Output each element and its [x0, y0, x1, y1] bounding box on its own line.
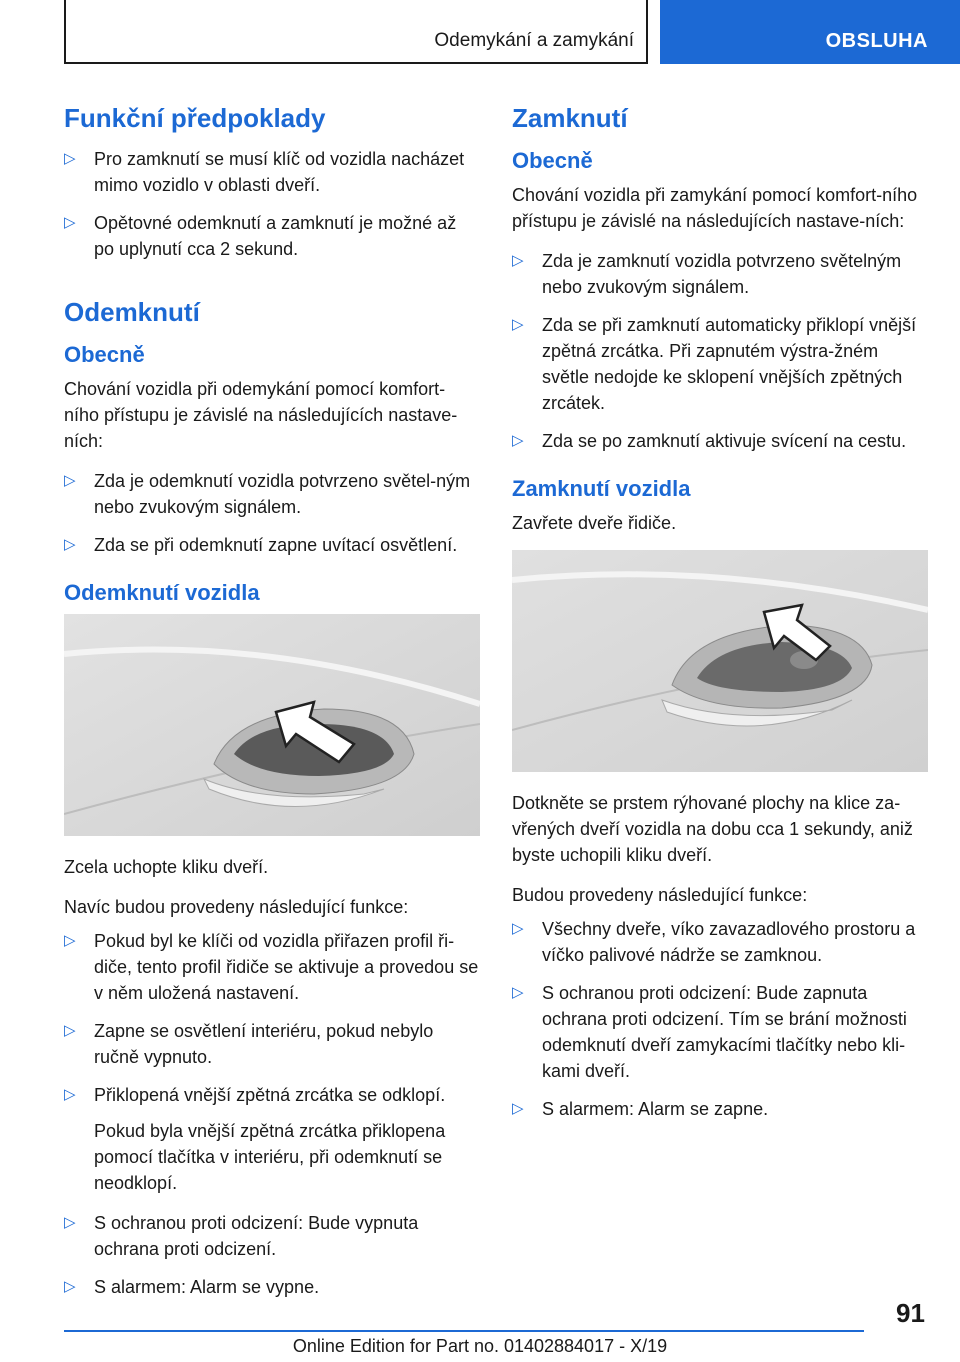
touch-text: Dotkněte se prstem rýhované plochy na klice za-vřených dveří vozidla na dobu cca 1 sekundy, aniž byste uchopili kliku dveří.	[512, 793, 913, 865]
section-title: Odemykání a zamykání	[434, 30, 634, 51]
list-item: ▷ Zda se při odemknutí zapne uvítací osvětlení.	[64, 532, 480, 558]
list-item: ▷ S alarmem: Alarm se vypne.	[64, 1274, 480, 1300]
triangle-bullet-icon: ▷	[64, 1022, 76, 1039]
list-item: ▷ Opětovné odemknutí a zamknutí je možné až po uplynutí cca 2 sekund.	[64, 210, 480, 262]
general-list	[64, 468, 480, 558]
triangle-bullet-icon: ▷	[512, 316, 524, 333]
functions-intro: Navíc budou provedeny následující funkce:	[64, 897, 409, 917]
door-handle-lock-photo	[512, 550, 928, 772]
door-handle-illustration	[64, 614, 480, 836]
triangle-bullet-icon: ▷	[512, 252, 524, 269]
left-column	[64, 100, 480, 1314]
grip-text: Zcela uchopte kliku dveří.	[64, 857, 269, 877]
general-heading: Obecně	[512, 148, 593, 173]
list-item: ▷ Přiklopená vnější zpětná zrcátka se odklopí.	[64, 1082, 480, 1108]
list-item: ▷ Zda je zamknutí vozidla potvrzeno světelným nebo zvukovým signálem.	[512, 248, 928, 300]
triangle-bullet-icon: ▷	[64, 1086, 76, 1103]
list-item: ▷ Zapne se osvětlení interiéru, pokud nebylo ručně vypnuto.	[64, 1018, 480, 1070]
lock-vehicle-heading: Zamknutí vozidla	[512, 476, 691, 501]
header-title-box	[64, 0, 648, 64]
chapter-tab	[660, 0, 960, 64]
general-paragraph: Chování vozidla při odemykání pomocí komfort-ního přístupu je závislé na následujících nastave-ních:	[64, 379, 458, 451]
lock-heading: Zamknutí	[512, 103, 628, 133]
footer-divider	[64, 1330, 864, 1332]
door-handle-lock-illustration	[512, 550, 928, 772]
functions-intro: Budou provedeny následující funkce:	[512, 885, 808, 905]
triangle-bullet-icon: ▷	[64, 150, 76, 167]
triangle-bullet-icon: ▷	[64, 214, 76, 231]
functions-list	[512, 916, 928, 1122]
list-item: ▷ Zda je odemknutí vozidla potvrzeno světel-ným nebo zvukovým signálem.	[64, 468, 480, 520]
functions-list-cont	[64, 1210, 480, 1300]
unlock-vehicle-heading: Odemknutí vozidla	[64, 580, 260, 605]
list-item: ▷ Zda se při zamknutí automaticky přiklopí vnější zpětná zrcátka. Při zapnutém výstra-žném světle nedojde ke sklopení vnějších zpětných zrcátek.	[512, 312, 928, 416]
triangle-bullet-icon: ▷	[64, 536, 76, 553]
list-item: ▷ S ochranou proti odcizení: Bude zapnuta ochrana proti odcizení. Tím se brání možnosti odemknutí dveří zamykacími tlačítky nebo kli-kami dveří.	[512, 980, 928, 1084]
close-door-text: Zavřete dveře řidiče.	[512, 513, 677, 533]
prereq-heading: Funkční předpoklady	[64, 103, 326, 133]
list-item: ▷ Zda se po zamknutí aktivuje svícení na cestu.	[512, 428, 928, 454]
triangle-bullet-icon: ▷	[512, 984, 524, 1001]
general-paragraph: Chování vozidla při zamykání pomocí komfort-ního přístupu je závislé na následujících nastave-ních:	[512, 185, 918, 231]
list-item: ▷ S ochranou proti odcizení: Bude vypnuta ochrana proti odcizení.	[64, 1210, 480, 1262]
list-item: ▷ Pro zamknutí se musí klíč od vozidla nacházet mimo vozidlo v oblasti dveří.	[64, 146, 480, 198]
triangle-bullet-icon: ▷	[512, 920, 524, 937]
door-handle-photo	[64, 614, 480, 836]
unlock-heading: Odemknutí	[64, 297, 200, 327]
mirror-note: Pokud byla vnější zpětná zrcátka přiklopena pomocí tlačítka v interiéru, při odemknutí se neodklopí.	[94, 1121, 446, 1193]
triangle-bullet-icon: ▷	[64, 472, 76, 489]
triangle-bullet-icon: ▷	[64, 1214, 76, 1231]
list-item: ▷ Všechny dveře, víko zavazadlového prostoru a víčko palivové nádrže se zamknou.	[512, 916, 928, 968]
chapter-tab-label: OBSLUHA	[825, 30, 928, 52]
triangle-bullet-icon: ▷	[64, 932, 76, 949]
list-item: ▷ S alarmem: Alarm se zapne.	[512, 1096, 928, 1122]
list-item: ▷ Pokud byl ke klíči od vozidla přiřazen profil ři-diče, tento profil řidiče se aktivuje a provedou se v něm uložená nastavení.	[64, 928, 480, 1006]
prereq-list	[64, 146, 480, 262]
general-heading: Obecně	[64, 342, 145, 367]
edition-footer: Online Edition for Part no. 01402884017 - X/19	[292, 1336, 668, 1356]
right-column	[512, 100, 928, 1136]
page-number: 91	[896, 1298, 925, 1328]
triangle-bullet-icon: ▷	[512, 432, 524, 449]
triangle-bullet-icon: ▷	[512, 1100, 524, 1117]
functions-list	[64, 928, 480, 1108]
general-list	[512, 248, 928, 454]
triangle-bullet-icon: ▷	[64, 1278, 76, 1295]
